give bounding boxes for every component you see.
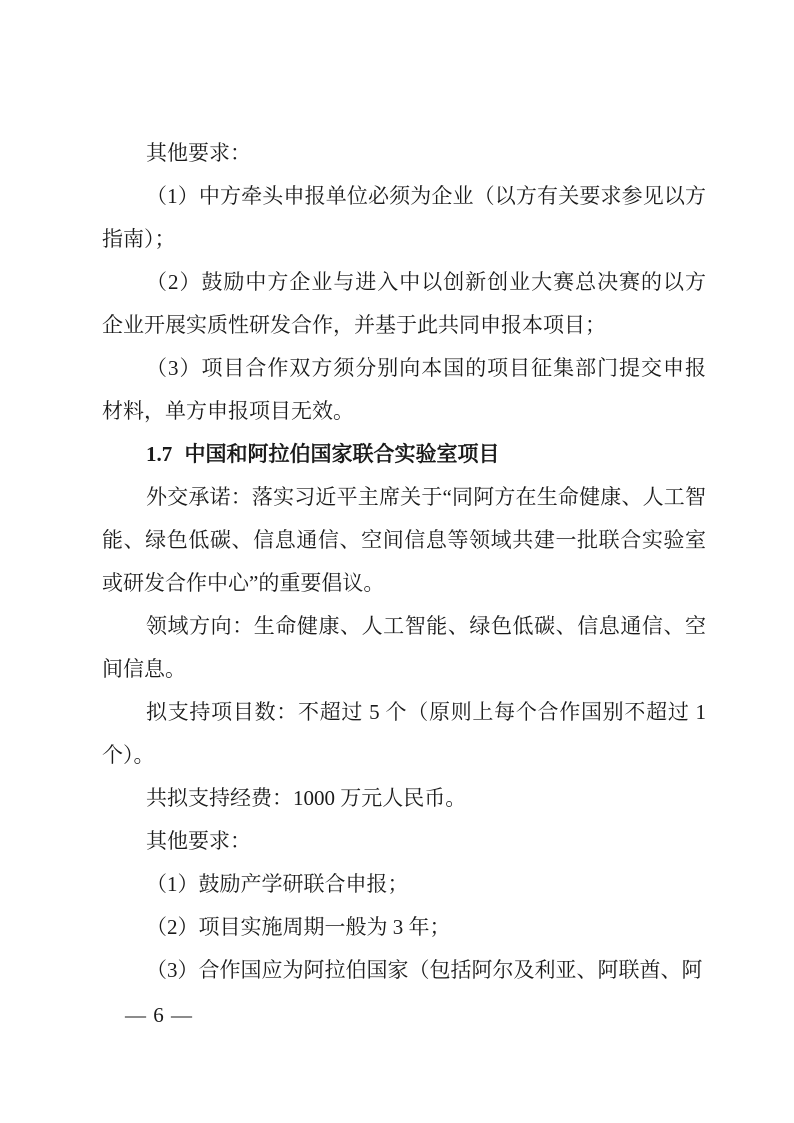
text-line: 或研发合作中心”的重要倡议。 (102, 571, 385, 595)
text-line: 间信息。 (102, 657, 186, 681)
text-line: 个）。 (102, 743, 155, 767)
paragraph (102, 949, 706, 992)
paragraph (102, 261, 706, 347)
paragraph (102, 906, 706, 949)
document-body (102, 132, 706, 992)
text-line: 拟支持项目数：不超过 5 个（原则上每个合作国别不超过 1 (146, 700, 706, 724)
paragraph (102, 605, 706, 691)
text-line: 外交承诺：落实习近平主席关于“同阿方在生命健康、人工智 (146, 485, 706, 509)
text-line: 其他要求： (146, 829, 251, 853)
text-line: 指南）； (102, 227, 176, 251)
paragraph (102, 863, 706, 906)
text-line: （1）中方牵头申报单位必须为企业（以方有关要求参见以方 (146, 184, 706, 208)
paragraph (102, 777, 706, 820)
text-line: 企业开展实质性研发合作，并基于此共同申报本项目； (102, 313, 606, 337)
text-line: 共拟支持经费：1000 万元人民币。 (146, 786, 467, 810)
paragraph (102, 347, 706, 433)
paragraph (102, 175, 706, 261)
text-line: （2）项目实施周期一般为 3 年； (146, 915, 451, 939)
text-line: （2）鼓励中方企业与进入中以创新创业大赛总决赛的以方 (146, 270, 706, 294)
page-number: — 6 — (125, 1003, 193, 1027)
text-line: 其他要求： (146, 141, 251, 165)
text-line: （1）鼓励产学研联合申报； (146, 872, 409, 896)
paragraph (102, 691, 706, 777)
text-line: 能、绿色低碳、信息通信、空间信息等领域共建一批联合实验室 (102, 528, 706, 552)
paragraph (102, 476, 706, 605)
text-line: 领域方向：生命健康、人工智能、绿色低碳、信息通信、空 (146, 614, 706, 638)
text-line: 1.7 中国和阿拉伯国家联合实验室项目 (146, 442, 500, 466)
paragraph (102, 132, 706, 175)
section-heading (102, 433, 706, 476)
text-line: 材料，单方申报项目无效。 (102, 399, 354, 423)
text-line: （3）项目合作双方须分别向本国的项目征集部门提交申报 (146, 356, 706, 380)
paragraph (102, 820, 706, 863)
text-line: （3）合作国应为阿拉伯国家（包括阿尔及利亚、阿联酋、阿 (146, 958, 703, 982)
